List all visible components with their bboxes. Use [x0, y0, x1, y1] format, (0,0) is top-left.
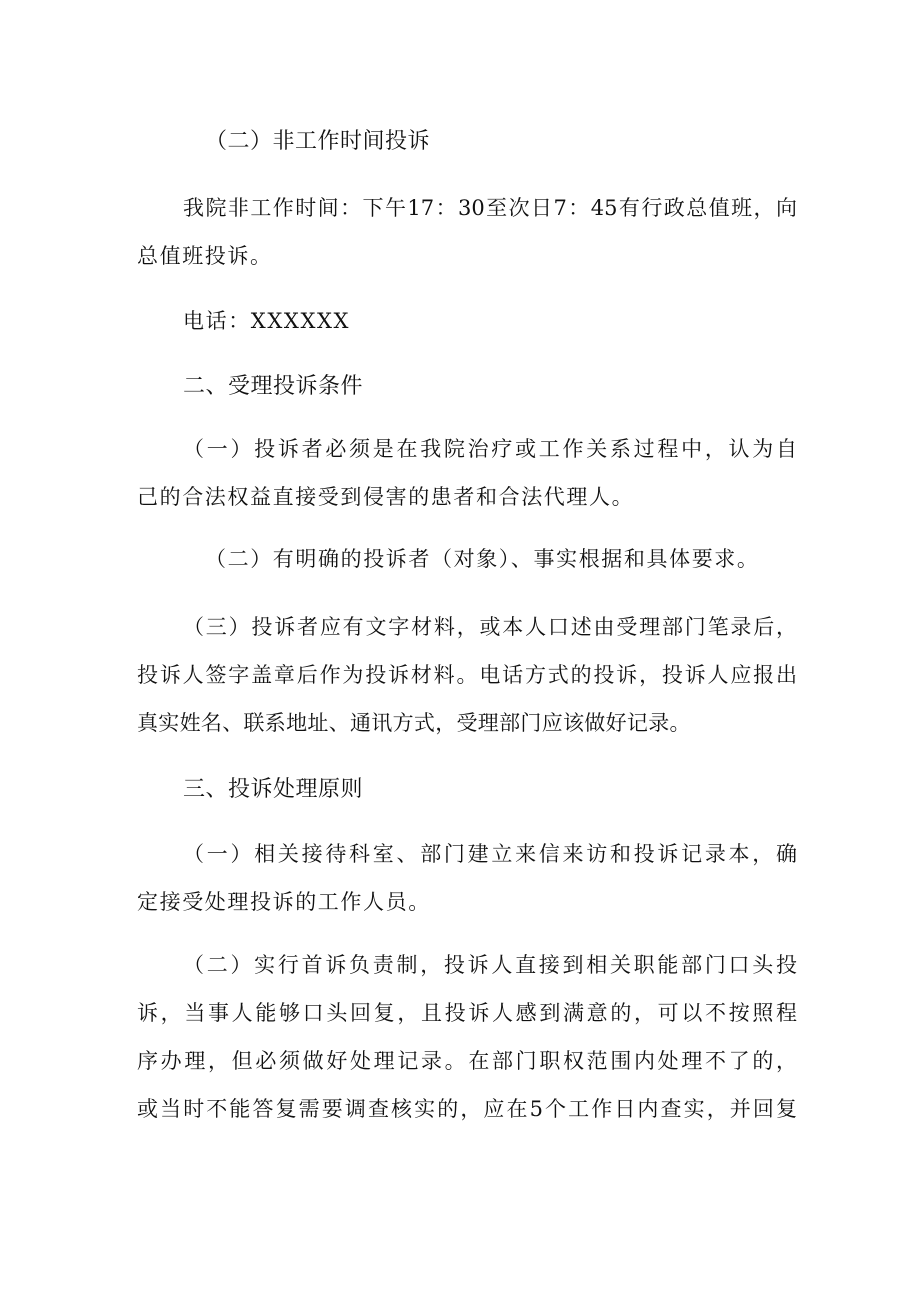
paragraph-line: （一）投诉者必须是在我院治疗或工作关系过程中，认为自 — [183, 437, 797, 461]
paragraph-line: 或当时不能答复需要调查核实的，应在5个工作日内查实，并回复 — [137, 1097, 797, 1121]
paragraph-line: 诉，当事人能够口头回复，且投诉人感到满意的，可以不按照程 — [137, 1001, 797, 1025]
paragraph-line: （二）有明确的投诉者（对象）、事实根据和具体要求。 — [205, 547, 760, 571]
paragraph-line: （一）相关接待科室、部门建立来信来访和投诉记录本，确 — [183, 842, 797, 866]
phone-line: 电话：XXXXXX — [183, 309, 351, 333]
paragraph-line: 序办理，但必须做好处理记录。在部门职权范围内处理不了的， — [137, 1049, 797, 1073]
paragraph-line: 投诉人签字盖章后作为投诉材料。电话方式的投诉，投诉人应报出 — [137, 663, 797, 687]
paragraph-line: 定接受处理投诉的工作人员。 — [137, 890, 431, 914]
paragraph-line: （二）实行首诉负责制，投诉人直接到相关职能部门口头投 — [183, 953, 797, 977]
heading-handling-principles: 三、投诉处理原则 — [183, 777, 364, 802]
paragraph-line: （三）投诉者应有文字材料，或本人口述由受理部门笔录后， — [183, 615, 797, 639]
paragraph-line: 我院非工作时间：下午17：30至次日7：45有行政总值班，向 — [183, 196, 797, 220]
heading-off-hours-complaint: （二）非工作时间投诉 — [205, 129, 431, 154]
paragraph-line: 真实姓名、联系地址、通讯方式，受理部门应该做好记录。 — [137, 711, 691, 735]
paragraph-line: 己的合法权益直接受到侵害的患者和合法代理人。 — [137, 485, 635, 509]
heading-complaint-conditions: 二、受理投诉条件 — [183, 374, 364, 399]
paragraph-line: 总值班投诉。 — [137, 244, 273, 268]
